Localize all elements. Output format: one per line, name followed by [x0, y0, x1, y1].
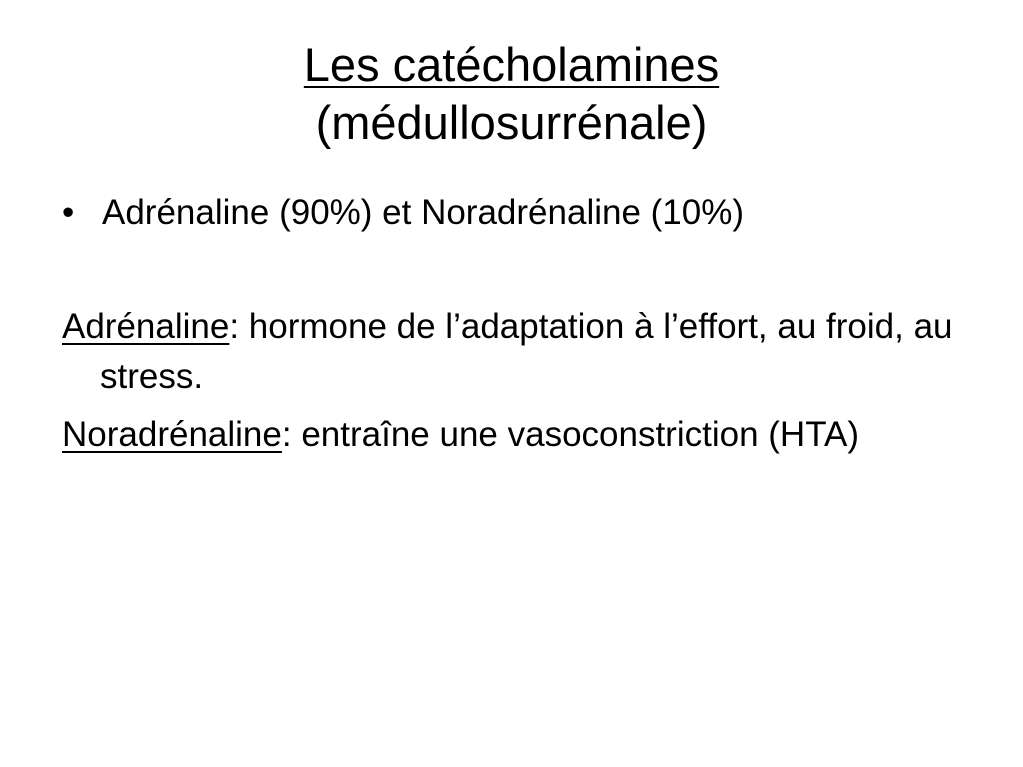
term-adrenaline: Adrénaline [62, 307, 230, 346]
bullet-text: Adrénaline (90%) et Noradrénaline (10%) [102, 193, 745, 232]
definition-adrenaline-text: : hormone de l’adaptation à l’effort, au froid, au stress. [100, 307, 953, 396]
definition-adrenaline [62, 302, 982, 402]
bullet-item [62, 188, 982, 238]
definition-noradrenaline [62, 410, 982, 460]
slide-title [0, 36, 1023, 152]
title-line-2: (médullosurrénale) [315, 96, 708, 149]
bullet-icon: • [62, 193, 75, 232]
title-line-1: Les catécholamines [303, 38, 720, 91]
term-noradrenaline: Noradrénaline [62, 415, 282, 454]
definition-noradrenaline-text: : entraîne une vasoconstriction (HTA) [281, 415, 859, 454]
slide-body [62, 188, 982, 468]
